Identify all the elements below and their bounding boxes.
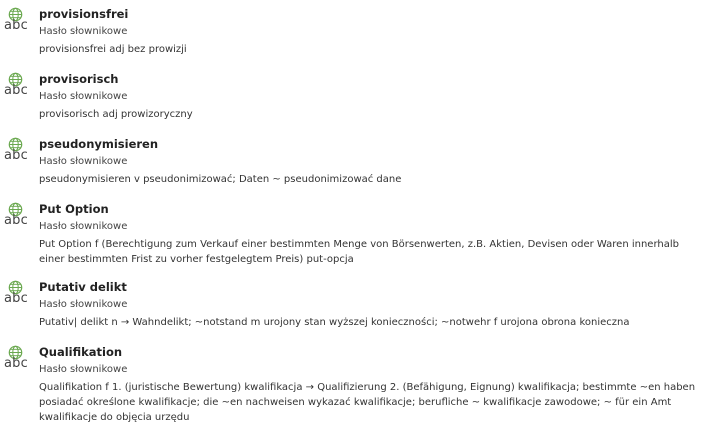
entry-type: Hasło słownikowe	[39, 221, 128, 232]
entry-type: Hasło słownikowe	[39, 364, 128, 375]
entry-type: Hasło słownikowe	[39, 91, 128, 102]
entry-type-icon	[4, 72, 28, 102]
entry-type-icon	[4, 7, 28, 37]
entry-title[interactable]: pseudonymisieren	[39, 137, 159, 151]
abc-icon-label: abc	[4, 18, 28, 33]
abc-icon-label: abc	[4, 356, 28, 371]
entry-definition: provisorisch adj prowizoryczny	[39, 109, 193, 120]
entry-definition: Put Option f (Berechtigung zum Verkauf einer bestimmten Menge von Börsenwerten, z.B. Aktien, Devisen oder Waren innerhalb einer bestimmten Frist zu vorher festgelegtem Preis) put-opcja	[39, 239, 679, 265]
entry-title[interactable]: Put Option	[39, 202, 109, 216]
entry-title[interactable]: provisionsfrei	[39, 7, 129, 21]
entry-type-icon	[4, 202, 28, 232]
entry-definition: Putativ| delikt n → Wahndelikt; ~notstand m urojony stan wyższej konieczności; ~notwehr f urojona obrona konieczna	[39, 317, 630, 328]
abc-icon-label: abc	[4, 291, 28, 306]
entry-type-icon	[4, 280, 28, 310]
abc-icon-label: abc	[4, 148, 28, 163]
entry-type: Hasło słownikowe	[39, 299, 128, 310]
entry-title[interactable]: Putativ delikt	[39, 280, 127, 294]
entry-type: Hasło słownikowe	[39, 156, 128, 167]
entry-definition: pseudonymisieren v pseudonimizować; Daten ~ pseudonimizować dane	[39, 174, 402, 185]
entry-title[interactable]: Qualifikation	[39, 345, 123, 359]
entry-definition: Qualifikation f 1. (juristische Bewertung) kwalifikacja → Qualifizierung 2. (Befähigung, Eignung) kwalifikacja; bestimmte ~en haben posiadać określone kwalifikacje; die ~en nachweisen wykazać kwalifikacje; berufliche ~ kwalifikacje zawodowe; ~ für ein Amt kwalifikacje do objęcia urzędu	[39, 382, 696, 423]
entry-type-icon	[4, 137, 28, 167]
entry-title[interactable]: provisorisch	[39, 72, 119, 86]
abc-icon-label: abc	[4, 83, 28, 98]
entry-type: Hasło słownikowe	[39, 26, 128, 37]
entry-definition: provisionsfrei adj bez prowizji	[39, 44, 187, 55]
abc-icon-label: abc	[4, 213, 28, 228]
entry-type-icon	[4, 345, 28, 375]
